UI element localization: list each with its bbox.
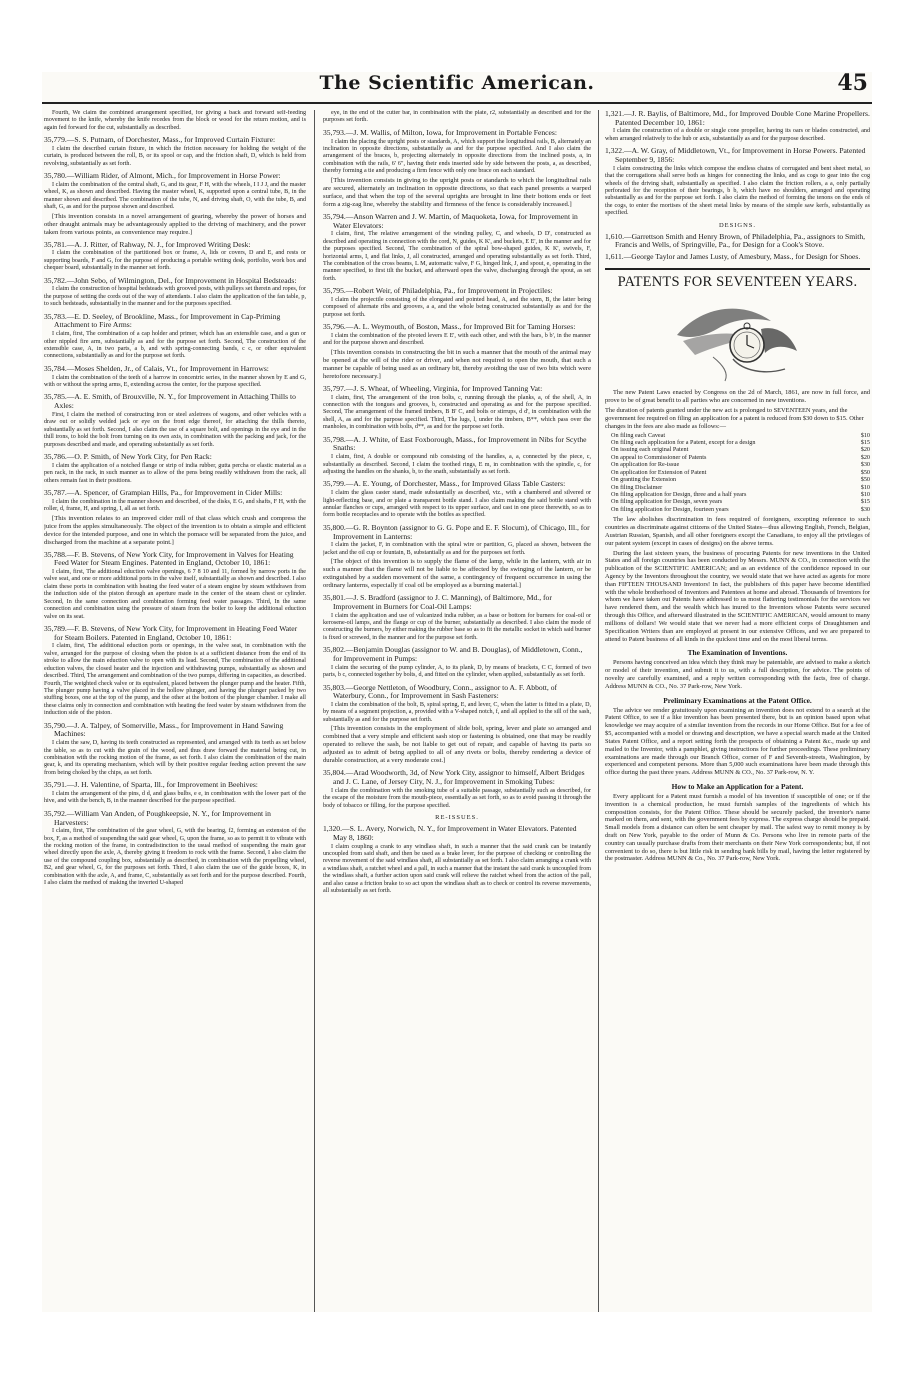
fee-amount: $20 xyxy=(860,453,870,461)
patent-body: I claim the saw, D, having its teeth constructed as represented, and arranged with its teeth as set below the table, so as to cut with the grain of the wood, and thus draw forward the material being cut, in combination with the rocking motion of the frame, as set forth. I also claim the combination of the main gear, k, and its operating mechanism, which will by their positive regular feeding action prevent the saw from being choked by the chips, as set forth. xyxy=(44,740,306,776)
fee-row xyxy=(611,432,870,439)
patent-head: 35,779.—S. S. Putnam, of Dorchester, Mass., for Improved Curtain Fixture: xyxy=(44,135,276,145)
patent-head: 35,791.—J. H. Valentine, of Sparta, Ill., for Improvement in Beehives: xyxy=(44,780,258,790)
patent-body: I claim, first, The additional eduction ports or openings, in the valve seat, in combination with the valve, arranged for the purpose of closing when the piston is at a sufficient distance from the end of its stroke to allow the main eduction valve to open with its lead. Second, The combination of the additional eduction valves, the closed heater and the injection and withdrawing pumps, substantially as shown and described. Third, The arrangement and combination of the two pumps, differing in capacities, as described. Fourth, The weighted check valve or its equivalent, placed between the plunger pump and the heater. Fifth, The plunger pump having a valve placed in the hollow plunger, and having the plunger packed by two stuffing boxes, one at the top of the pump, and the other at the bottom of the plunger chamber. I make all these claims only in connection and combination with heating the feed water by steam withdrawn from the induction side of the piston. xyxy=(44,643,306,717)
patent-body: I claim, first, The additional eduction valve openings, 6 7 8 10 and 11, formed by narrow ports in the valve seat, and one or more additional ports in the valve itself, substantially as shown and described. I also claim these ports in combination with heating the feed water of a steam engine by steam withdrawn from the induction side of the piston through an aperture made in the center of the steam chest or cylinder. Second, In the same connection and combination forming feed water passages. Third, In the same connection and combination using the pressure of steam from the boiler to keep the additional eduction valve on its seat. xyxy=(44,569,306,620)
patent-body: I claim the construction of a double or single cone propeller, having its oars or blades constructed, and when arranged relatively to the hub or axis, substantially as and for the purpose described. xyxy=(605,128,870,142)
fee-label: On filing application for Design, fourteen years xyxy=(611,505,729,513)
patent-entry xyxy=(44,172,306,237)
patent-entry xyxy=(323,436,591,477)
patent-head: 35,797.—J. S. Wheat, of Wheeling, Virginia, for Improved Tanning Vat: xyxy=(323,383,543,393)
patent-entry xyxy=(44,722,306,778)
examination-text: Persons having conceived an idea which they think may be patentable, are advised to make a sketch or model of their invention, and submit it to us, with a full description, for advice. The points of novelty are carefully examined, and a reply written corresponding with the facts, free of charge. Address MUNN & CO., No. 37 Park-row, New York. xyxy=(605,659,870,690)
patent-body: I claim the combination of the partitioned box or frame, A, lids or covers, D and E, and rests or supporting boards, F and G, for the purpose of producing a portable writing desk, portfolio, work box and chequer board, substantially in the manner set forth. xyxy=(44,250,306,272)
patent-head: 35,798.—A. J. White, of East Foxborough, Mass., for Improvement in Nibs for Scythe Snaths: xyxy=(323,434,587,453)
patent-entry xyxy=(44,110,306,132)
patent-note: [This invention consists in constructing the bit in such a manner that the mouth of the animal may be opened at the will of the rider or driver, and when not required to open the mouth, that such a manner be capable of being used as an ordinary bit, thereby avoiding the use of two bits which were heretofore necessary.] xyxy=(323,348,591,380)
patent-entry xyxy=(605,110,870,143)
fee-row xyxy=(611,498,870,505)
patent-head: 35,780.—William Rider, of Almont, Mich., for Improvement in Horse Power: xyxy=(44,171,281,181)
eagle-clock-illustration xyxy=(673,295,803,383)
patent-body: I claim the glass caster stand, made substantially as described, viz., with a chambered and silvered or light-reflecting base, and or plate a transparent bottle stand. I also claim making the said bottle stand with annular flanches or cups, arranged with respect to its upper surface, and cast in one piece therewith, so as to form bottle receptacles and to operate with the bottles as specified. xyxy=(323,490,591,519)
patent-body: I claim the arrangement of the pins, d d, and glass bulbs, e e, in combination with the lower part of the hive, and with the bench, B, in the manner described for the purpose specified. xyxy=(44,790,306,805)
fee-row xyxy=(611,446,870,453)
application-text: Every applicant for a Patent must furnish a model of his invention if susceptible of one; or if the invention is a chemical production, he must furnish samples of the ingredients of which his composition consists, for the Patent Office. These should be securely packed, the inventor's name marked on them, and sent, with the government fees by express. The express charge should be prepaid. Small models from a distance can often be sent cheaper by mail. The safest way to remit money is by draft on New York, payable to the order of Munn & Co. Persons who live in remote parts of the country can usually purchase drafts from their merchants on their New York correspondents; but, if not convenient to do so, there is but little risk in sending bank bills by mail, having the letter registered by the postmaster. Address MUNN & Co., No. 37 Park-row, New York. xyxy=(605,792,870,863)
masthead xyxy=(42,72,872,104)
fee-row xyxy=(611,439,870,446)
fee-amount: $15 xyxy=(860,438,870,446)
patent-body: I claim the combination of the teeth of a harrow in concentric series, in the manner shown by E and G, with or without the spring arms, E, extending across the center, for the purpose specified. xyxy=(44,374,306,388)
patent-head: 35,795.—Robert Weir, of Philadelphia, Pa., for Improvement in Projectiles: xyxy=(323,286,553,296)
patent-entry xyxy=(323,825,591,895)
patent-body: I claim, first, The combination of the gear wheel, G, with the bearing, f2, forming an extension of the box, F, as a method of suspending the said gear wheel, G, upon the frame, so as to permit it to vibrate with the rocking motion of the frame, in contradistinction to the usual method of suspending the main gear wheel directly upon the axle, A, thereby giving it freedom to rock with the frame. Second, I also claim the use of the compound coupling box, substantially as described, in combination with the propelling wheel, B2, and gear wheel, G, for the purposes set forth. Third, I also claim the use of the guide boxes, K, in combination with the axle, A, and frame, C, substantially as set forth and for the purpose described. Fourth, I also claim the method of making the inverted U-shaped xyxy=(44,828,306,887)
preliminary-heading: Preliminary Examinations at the Patent Office. xyxy=(663,695,812,705)
fee-label: On application for Re-issue xyxy=(611,461,680,469)
patent-entry xyxy=(323,524,591,590)
patent-body: I claim the application and use of vulcanized india rubber, as a base or bottom for burners for coal-oil or kerosene-oil lamps, and the flange or cup of the burner, substantially as described. I also claim the mode of constructing the burners, by either making the rubber base so as to fit the metallic socket in which said burner is fixed or screwed, in the manner and for the purpose set forth. xyxy=(323,612,591,641)
patent-head: 35,802.—Benjamin Douglas (assignor to W. and B. Douglas), of Middletown, Conn., for Improvement in Pumps: xyxy=(323,645,583,664)
patent-entry xyxy=(44,489,306,547)
patent-entry xyxy=(44,136,306,168)
fee-amount: $50 xyxy=(860,476,870,484)
patent-entry xyxy=(323,480,591,519)
patent-head: 35,799.—A. E. Young, of Dorchester, Mass., for Improved Glass Table Casters: xyxy=(323,479,566,489)
fee-label: On filing application for Design, seven years xyxy=(611,498,723,506)
patent-head: 35,783.—E. D. Seeley, of Brookline, Mass., for Improvement in Cap-Priming Attachment to Fire Arms: xyxy=(44,311,281,330)
patent-note: [This invention consists in giving to the upright posts or standards to which the longitudinal rails are secured, alternately an inclination in opposite directions, so that each panel presents a warped surface, and that when the top of the several uprights are brought in line their bottom ends or feet form a zig-zag line, whereby the stability and firmness of the fence is considerably increased.] xyxy=(323,176,591,208)
fee-label: On application for Extension of Patent xyxy=(611,468,707,476)
fee-label: On granting the Extension xyxy=(611,476,677,484)
patent-head: 35,794.—Anson Warren and J. W. Martin, of Maquoketa, Iowa, for Improvement in Water Elevators: xyxy=(323,211,578,230)
patent-entry xyxy=(323,684,591,766)
patent-body: I claim the jacket, F, in combination with the spiral wire or partition, G, placed as shown, between the jacket and the oil cup or fountain, B, substantially as and for the purposes set forth. xyxy=(323,542,591,556)
patent-head: 35,785.—A. E. Smith, of Brouxville, N. Y., for Improvement in Attaching Thills to Axles: xyxy=(44,392,296,411)
preliminary-text: The advice we render gratuitously upon examining an invention does not extend to a search at the Patent Office, to see if a like invention has been presented there, but is an opinion based upon what knowledge we may acquire of a similar invention from the records in our Home Office. But for a fee of $5, accompanied with a model or drawing and description, we have a special search made at the United States Patent Office, and a report setting forth the prospects of obtaining a Patent &c., made up and mailed to the Inventor, with a pamphlet, giving instructions for further proceedings. These preliminary examinations are made through our Branch Office, corner of F and Seventh-streets, Washington, by experienced and competent persons. More than 5,000 such examinations have been made through this office during the past three years. Address MUNN & CO., No. 37 Park-row, N. Y. xyxy=(605,706,870,777)
patent-body: First, I claim the method of constructing iron or steel axletrees of wagons, and other vehicles with a draw out or solidly welded jack or eye on the front edge thereof, for attaching the thills thereto, substantially as set forth. Second, I also claim the use of a square bolt, and openings in the eye and in the thill irons, to hold the bolt from turning on its own axis, in combination with the packing and jack, for the purposes described and made, and operating substantially as set forth. xyxy=(44,411,306,448)
patent-entry xyxy=(44,551,306,621)
patent-head: 35,796.—A. L. Weymouth, of Boston, Mass., for Improved Bit for Taming Horses: xyxy=(323,322,576,332)
patent-entry xyxy=(44,277,306,309)
patent-head: 1,320.—S. L. Avery, Norwich, N. Y., for Improvement in Water Elevators. Patented May 8, 1860: xyxy=(323,824,577,842)
patent-body: I claim, first, The relative arrangement of the winding pulley, C, and wheels, D D', constructed as described and operating in connection with the cord, N, guides, K K', and buckets, E E', in the manner and for the purposes specified. Second, The combination of the spiral bow-shaped guides, K K', swivels, F, horizontal arms, I, and flat links, J, all constructed, arranged and operating substantially as set forth. Third, The combination of the cross beams, L M, automatic valve, F G, hinged link, J, and spout, e, operating in the manner specified, to first tilt the bucket, and afterward open the valve, discharging through the spout, as set forth. xyxy=(323,231,591,282)
patent-head: 35,792.—William Van Anden, of Poughkeepsie, N. Y., for Improvement in Harvesters: xyxy=(44,808,271,827)
fee-row xyxy=(611,506,870,513)
patent-entry xyxy=(323,129,591,209)
design-entry: 1,610.—Garrettson Smith and Henry Brown, of Philadelphia, Pa., assignors to Smith, Francis and Wells, of Springville, Pa., for Design for a Cook's Stove. xyxy=(605,231,866,250)
patent-body: I claim the combination in the manner shown and described, of the disks, E G, and shafts, F H, with the roller, d, frame, H, and spring, I, all as set forth. xyxy=(44,498,306,513)
fee-amount: $15 xyxy=(860,498,870,506)
patent-entry xyxy=(323,213,591,283)
fee-label: On filing each Caveat xyxy=(611,431,666,439)
patent-head: 1,321.—J. R. Baylis, of Baltimore, Md., for Improved Double Cone Marine Propellers. Patented December 10, 1861: xyxy=(605,110,870,127)
patent-body: I claim the projectile consisting of the elongated and pointed head, A, and the stem, B, the latter being composed of alternate ribs and grooves, a a, and the whole being constructed substantially as and for the purpose set forth. xyxy=(323,296,591,318)
fee-row xyxy=(611,476,870,483)
paragraph-munn-agency: During the last sixteen years, the business of procuring Patents for new inventions in the United States and all foreign countries has been conducted by Messrs. MUNN & CO., in connection with the publication of the SCIENTIFIC AMERICAN; and as an evidence of the confidence reposed in our Agency by the Inventors throughout the country, we would state that we have acted as agents for more than FIFTEEN THOUSAND Inventors! In fact, the publishers of this paper have become identified with the whole brotherhood of Inventors and Patentees at home and abroad. Thousands of Inventors for whom we have taken out Patents have addressed to us most flattering testimonials for the services we have rendered them, and the wealth which has inured to the Inventors whose Patents were secured through this Office, and afterward illustrated in the SCIENTIFIC AMERICAN, would amount to many millions of dollars! We would state that we never had a more efficient corps of Draughtsmen and Specification Writers than are employed at present in our extensive Offices, and we are prepared to attend to Patent business of all kinds in the quickest time and on the most liberal terms. xyxy=(605,549,870,643)
designs-list xyxy=(605,233,870,262)
intro-new-patent-laws: The new Patent Laws enacted by Congress on the 2d of March, 1861, are now in full force, and prove to be of great benefit to all parties who are concerned in new inventions. xyxy=(605,389,870,405)
patent-entry xyxy=(44,810,306,888)
patent-note: [The object of this invention is to supply the flame of the lamp, while in the lantern, with air in such a manner that the flame will not be liable to be affected by the swinging of the lantern, or be extinguished by a sudden movement of the same, a contingency of frequent occurrence in using the ordinary lanterns, especially if coal oil be employed as a burning material.] xyxy=(323,558,591,590)
fee-row xyxy=(611,461,870,468)
fee-label: On issuing each original Patent xyxy=(611,446,689,454)
patent-body: I claim coupling a crank to any windlass shaft, in such a manner that the said crank can be instantly uncoupled from said shaft, and then be used as a brake lever, for the purpose of checking or controlling the reverse movement of the said windlass shaft, all substantially as set forth. I also claim arranging a crank with a windlass shaft, a ratchet wheel and a pall, in such a manner that the instant the said crank is uncoupled from the windlass shaft, a further action upon said crank will relieve the ratchet wheel from the action of the pall, and also cause a friction brake to so act upon the windlass shaft as to check or control its reverse movements, all substantially as set forth. xyxy=(323,843,591,895)
examination-heading: The Examination of Inventions. xyxy=(687,648,788,658)
reissues-title: RE-ISSUES. xyxy=(435,814,479,822)
patent-head: 35,789.—F. B. Stevens, of New York City, for Improvement in Heating Feed Water for Steam Boilers. Patented in England, October 10, 1861: xyxy=(44,624,298,642)
patent-body: I claim the combination of the bolt, B, spiral spring, E, and lever, C, when the latter is fitted in a plate, D, by means of a segment projection, a, provided with a V-shaped notch, f, and all applied to the sill of the sash, substantially as and for the purpose set forth. xyxy=(323,702,591,723)
patent-entry xyxy=(323,385,591,432)
column-1-patent-claims xyxy=(44,110,306,1312)
patent-body: I claim, first, A double or compound nib consisting of the handles, a, a, connected by the piece, c, substantially as described. Second, I claim the toothed rings, E m, in combination with the spindle, c, for adjusting the handles on the shanks, b, to the snath, substantially as set forth. xyxy=(323,454,591,475)
patent-head: 35,784.—Moses Shelden, Jr., of Calais, Vt., for Improvement in Harrows: xyxy=(44,363,269,373)
patent-entry xyxy=(323,323,591,381)
patent-entry xyxy=(323,110,591,125)
patent-head: 35,800.—G. R. Boynton (assignor to G. G. Pope and E. F. Slocum), of Chicago, Ill., for Improvement in Lanterns: xyxy=(323,522,590,541)
designs-title: DESIGNS. xyxy=(718,221,757,229)
patent-entry xyxy=(44,781,306,806)
patent-body: I claim the placing the upright posts or standards, A, which support the longitudinal rails, B, alternately an inclination in opposite directions, substantially as and for the purpose specified. And I also claim the arrangement of the braces, b, projecting alternately in opposite directions from the inclined posts, a, in combination with the rails, 6' 6", having their ends inserted side by side between the posts, a, as described, thereby forming a tie and producing a firm fence with only one brace on each standard. xyxy=(323,138,591,175)
fee-amount: $10 xyxy=(860,483,870,491)
patent-body: I claim constructing the links which compose the endless chains of corrugated and bent sheet metal, so that the corrugations shall serve both as hinges for connecting the links, and as cogs to gear into the cog wheels of the driving shaft, substantially as specified. I also claim the friction rollers, a a, only partially perforated for the reception of their bearings, b b, which have no shoulders, arranged and operating substantially as and for the purpose set forth. I also claim the method of forming the tenons on the ends of the cogs, to enter the mortises of the sheet metal links by means of the simple saw kerfs, substantially as specified. xyxy=(605,165,870,217)
patent-entry xyxy=(323,594,591,642)
patent-entry xyxy=(44,393,306,449)
patent-head: 1,322.—A. W. Gray, of Middletown, Vt., for Improvement in Horse Powers. Patented September 9, 1856: xyxy=(605,146,866,164)
patent-body: I claim the combination of the pivoted levers E E', with each other, and with the bars, b b', in the manner and for the purpose shown and described. xyxy=(323,332,591,347)
page-number: 45 xyxy=(837,72,868,96)
patent-head: 35,782.—John Sebo, of Wilmington, Del., for Improvement in Hospital Bedsteads: xyxy=(44,275,297,285)
fee-amount: $10 xyxy=(860,431,870,439)
fee-amount: $10 xyxy=(860,491,870,498)
fee-label: On filing each application for a Patent, except for a design xyxy=(611,438,756,446)
patent-entry xyxy=(44,365,306,390)
patent-body: eye, in the end of the cutter bar, in combination with the plate, r2, substantially as described and for the purposes set forth. xyxy=(323,110,591,124)
patent-head: 35,804.—Arad Woodworth, 3d, of New York City, assignor to himself, Albert Bridges and J. C. Lane, of Jersey City, N. J., for Improvement in Smoking Tubes: xyxy=(323,768,585,787)
patent-head: 35,788.—F. B. Stevens, of New York City, for Improvement in Valves for Heating Feed Water for Steam Engines. Patented in England, October 10, 1861: xyxy=(44,549,294,568)
fee-amount: $30 xyxy=(860,461,870,469)
patent-head: 35,803.—George Nettleton, of Woodbury, Conn., assignor to A. F. Abbott, of Waterbury, Conn., for Improvement in Sash Fasteners: xyxy=(323,682,558,701)
patent-entry xyxy=(44,625,306,718)
fee-row xyxy=(611,454,870,461)
fee-label: On appeal to Commissioner of Patents xyxy=(611,453,707,461)
fee-label: On filing application for Design, three and a half years xyxy=(611,491,747,498)
patent-head: 35,801.—J. S. Bradford (assignor to J. C. Manning), of Baltimore, Md., for Improvement in Burners for Coal-Oil Lamps: xyxy=(323,593,552,611)
columns xyxy=(42,110,872,1312)
patent-entry xyxy=(44,453,306,485)
intro-fees: The duration of patents granted under the new act is prolonged to SEVENTEEN years, and the government fee required on filing an application for a patent is reduced from $30 down to $15. Other changes in the fees are also made as follows:— xyxy=(605,407,864,430)
patent-body: I claim, first, The combination of a cap holder and primer, which has an extensible case, and a gun or other nippled fire arm, substantially as and for the purpose set forth. Second, The construction of the extensible case, A, in two parts, a b, and with spring-connecting bands, c c, or other equivalent connections, substantially as and for the purpose set forth. xyxy=(44,331,306,360)
patent-head: 35,790.—J. A. Talpey, of Somerville, Mass., for Improvement in Hand Sawing Machines: xyxy=(44,720,284,739)
patent-body: I claim the combination of the central shaft, G, and its gear, F H, with the wheels, I I J J, and the master wheel, K, as shown and described. Having the master wheel, K, supported upon a central tube, B, in the manner shown and described. The combination of the tube, N, and driving shaft, O, with the tube, B, and shaft, G, as and for the purpose shown and described. xyxy=(44,181,306,211)
patent-entry xyxy=(44,241,306,273)
paragraph-discrimination: The law abolishes discrimination in fees required of foreigners, excepting reference to such countries as discriminate against citizens of the United States—thus allowing English, French, Belgian, Austrian Russian, Spanish, and all other foreigners except the Canadians, to enjoy all the privileges of our patent system (except in cases of designs) on the above terms. xyxy=(605,516,870,547)
fee-row xyxy=(611,469,870,476)
reissue-list xyxy=(605,110,870,218)
column-3 xyxy=(605,110,870,1312)
patent-head: 35,786.—O. P. Smith, of New York City, for Pen Rack: xyxy=(44,451,212,461)
patent-note: [This invention consists in a novel arrangement of gearing, whereby the power of horses and other draught animals may be advantageously applied to the driving of machinery, and the power taken from various points, as convenience may require.] xyxy=(44,212,306,236)
fee-amount: $50 xyxy=(860,468,870,476)
application-heading: How to Make an Application for a Patent. xyxy=(671,781,804,791)
patent-body: I claim the securing of the pump cylinder, A, to its plank, D, by means of brackets, C C, formed of two parts, b c, connected together by bolts, d, and fitted on the cylinder, when applied, substantially as set forth. xyxy=(323,664,591,679)
newspaper-page xyxy=(42,72,872,1312)
patent-note: [This invention relates to an improved cider mill of that class which crush and compress the juice from the apples simultaneously. The object of the invention is to obtain a simple and efficient device for the intended purpose, and one in which the pomace will be separated from the juice, and discharged from the machine at a separate point.] xyxy=(44,514,306,546)
patent-entry xyxy=(323,646,591,679)
patent-head: 35,793.—J. M. Wallis, of Milton, Iowa, for Improvement in Portable Fences: xyxy=(323,127,557,137)
fee-row xyxy=(611,484,870,491)
column-2-patent-claims xyxy=(323,110,591,1312)
fee-amount: $30 xyxy=(860,505,870,513)
patent-body: I claim the combination with the smoking tube of a suitable passage, substantially such as described, for the escape of the moisture from the mouth-piece, essentially as set forth, so as to avoid passing it through the body of tobacco or filling, for the purpose specified. xyxy=(323,787,591,809)
patent-note: [This invention consists in the employment of slide bolt, spring, lever and plate so arranged and combined that a very simple and efficient sash stop or fastening is obtained, one that may be readily operated to relieve the sash, be not liable to get out of repair, and capable of having its parts so adjusted as to admit of being applied to all of any rivets or bolts, thereby rendering a device of durable construction, at a very moderate cost.] xyxy=(323,725,591,765)
fee-row xyxy=(611,491,870,498)
patent-head: 35,787.—A. Spencer, of Grampian Hills, Pa., for Improvement in Cider Mills: xyxy=(44,487,283,497)
patent-entry xyxy=(44,313,306,361)
fee-amount: $20 xyxy=(860,446,870,454)
patent-body: I claim the described curtain fixture, in which the friction necessary for holding the weight of the curtain, is produced between the roll, B, or its spool or cap, and the friction shaft, D, which is held from revolving, substantially as set forth. xyxy=(44,145,306,167)
patent-entry xyxy=(323,287,591,319)
patent-head: 35,781.—A. J. Ritter, of Rahway, N. J., for Improved Writing Desk: xyxy=(44,239,251,249)
seventeen-years-heading: PATENTS FOR SEVENTEEN YEARS. xyxy=(605,268,870,292)
masthead-title: The Scientific American. xyxy=(319,72,595,94)
patent-body: I claim the construction of hospital bedsteads with grooved posts, with pulleys set therein and ropes, for the purpose of setting the cords out of the way of attendants. I also claim the application of the fan table, p, to such bedsteads, substantially in the manner and for the purposes specified. xyxy=(44,286,306,308)
patent-entry xyxy=(605,147,870,217)
column-rule xyxy=(598,110,599,1312)
patent-body: Fourth, We claim the combined arrangement specified, for giving a back and forward self-feeding movement to the knife, whereby the knife recedes from the block or wood for the return motion, and is again fed forward for the cut, substantially as described. xyxy=(44,110,306,131)
column-rule xyxy=(314,110,315,1312)
design-entry: 1,611.—George Taylor and James Lusty, of Amesbury, Mass., for Design for Shoes. xyxy=(605,252,861,262)
patent-body: I claim, first, The arrangement of the iron bolts, c, running through the planks, a, of the shell, A, in connection with the tongues and grooves, b, constructed and operating as and for the purpose specified. Second, The arrangement of the framed timbers, B B' C, and bolts or stirrups, d d', in combination with the shell, A, as and for the purpose specified. Third, The lugs, l, under the timbers, B**, which pass over the manholes, in combination with bolts, d**, as and for the purpose set forth. xyxy=(323,394,591,431)
patent-entry xyxy=(323,769,591,810)
patent-body: I claim the application of a notched flange or strip of india rubber, gutta percha or elastic material as a pen rack, in the rack, in such manner as to allow of the pens being readily withdrawn from the rack, all others remain fast in their positions. xyxy=(44,462,306,484)
fee-table xyxy=(611,432,870,514)
fee-label: On filing Disclaimer xyxy=(611,483,663,491)
